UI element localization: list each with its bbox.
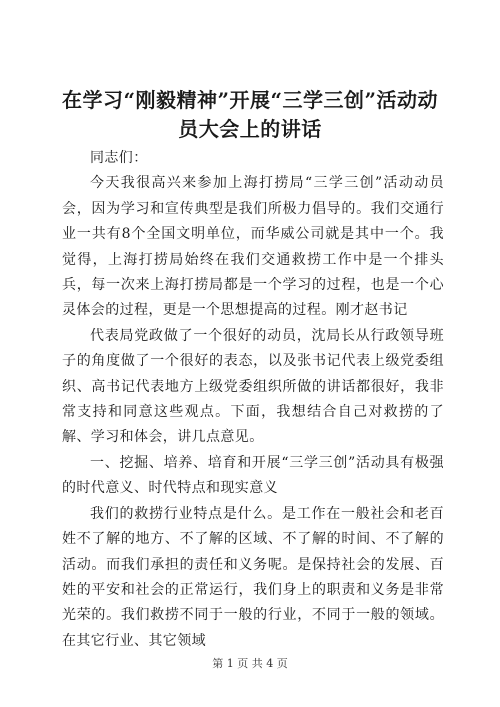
paragraph: 我们的救捞行业特点是什么。是工作在一般社会和老百姓不了解的地方、不了解的区域、不了解的时间、不了解的活动。而我们承担的责任和义务呢。是保持社会的发展、百姓的平安和社会的正常运行，我们身上的职责和义务是非常光荣的。我们救捞不同于一般的行业，不同于一般的领域。在其它行业、其它领域 [62,505,444,649]
paragraph: 代表局党政做了一个很好的动员，沈局长从行政领导班子的角度做了一个很好的表态，以及张书记代表上级党委组织、高书记代表地方上级党委组织所做的讲话都很好，我非常支持和同意这些观点。下面，我想结合自己对救捞的了解、学习和体会，讲几点意见。 [62,327,444,446]
section-heading: 一、挖掘、培养、培育和开展“三学三创”活动具有极强的时代意义、时代特点和现实意义 [62,454,444,497]
salutation: 同志们： [90,150,148,166]
document-title: 在学习“刚毅精神”开展“三学三创”活动动员大会上的讲话 [61,88,438,141]
document-body [62,146,444,654]
paragraph: 今天我很高兴来参加上海打捞局“三学三创”活动动员会，因为学习和宣传典型是我们所极力倡导的。我们交通行业一共有8个全国文明单位，而华威公司就是其中一个。我觉得，上海打捞局始终在我们交通救捞工作中是一个排头兵，每一次来上海打捞局都是一个学习的过程，也是一个心灵体会的过程，更是一个思想提高的过程。刚才赵书记 [62,175,444,319]
page-footer: 第 1 页 共 4 页 [212,657,288,670]
